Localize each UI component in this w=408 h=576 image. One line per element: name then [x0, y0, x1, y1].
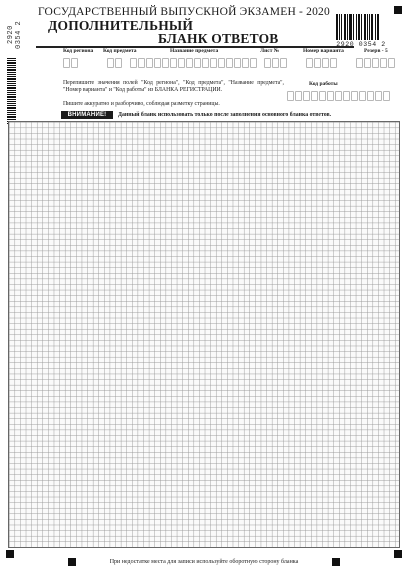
input-cell[interactable]	[351, 91, 358, 101]
corner-marker-bottom-left	[6, 550, 14, 558]
input-cell[interactable]	[303, 91, 310, 101]
input-cell[interactable]	[380, 58, 387, 68]
input-cell[interactable]	[356, 58, 363, 68]
label-subject-name: Название предмета	[170, 48, 219, 54]
input-cell[interactable]	[202, 58, 209, 68]
variant-no-field[interactable]	[306, 58, 338, 68]
region-code-field[interactable]	[63, 58, 79, 68]
subject-name-field[interactable]	[130, 58, 258, 68]
corner-marker-bottom-right	[394, 550, 402, 558]
input-cell[interactable]	[327, 91, 334, 101]
label-subject-code: Код предмета	[103, 48, 137, 54]
input-cell[interactable]	[295, 91, 302, 101]
transfer-instructions: Перепишите значения полей "Код региона", "Код предмета", "Название предмета", "Номер варианта" и "Код работы" из БЛАНКА РЕГИСТРАЦИИ.	[63, 80, 284, 94]
input-cell[interactable]	[170, 58, 177, 68]
barcode	[336, 14, 386, 40]
reserve-field[interactable]	[356, 58, 396, 68]
input-cell[interactable]	[330, 58, 337, 68]
input-cell[interactable]	[138, 58, 145, 68]
warning-text: Данный бланк использовать только после заполнения основного бланка ответов.	[118, 112, 332, 118]
neatness-instruction: Пишите аккуратно и разборчиво, соблюдая разметку страницы.	[63, 101, 220, 107]
label-sheet-no: Лист №	[260, 48, 280, 54]
label-variant-no: Номер варианта	[303, 48, 344, 54]
form-subtitle-line2: БЛАНК ОТВЕТОВ	[158, 31, 279, 46]
answer-grid[interactable]	[8, 121, 400, 548]
input-cell[interactable]	[319, 91, 326, 101]
input-cell[interactable]	[322, 58, 329, 68]
input-cell[interactable]	[335, 91, 342, 101]
input-cell[interactable]	[178, 58, 185, 68]
input-cell[interactable]	[242, 58, 249, 68]
input-cell[interactable]	[63, 58, 70, 68]
sheet-no-field[interactable]	[264, 58, 288, 68]
input-cell[interactable]	[250, 58, 257, 68]
input-cell[interactable]	[287, 91, 294, 101]
input-cell[interactable]	[218, 58, 225, 68]
input-cell[interactable]	[311, 91, 318, 101]
side-barcode	[7, 58, 16, 120]
input-cell[interactable]	[234, 58, 241, 68]
form-title: ГОСУДАРСТВЕННЫЙ ВЫПУСКНОЙ ЭКЗАМЕН - 2020	[38, 6, 330, 18]
input-cell[interactable]	[226, 58, 233, 68]
corner-marker-top-right	[394, 6, 402, 14]
input-cell[interactable]	[71, 58, 78, 68]
work-code-field[interactable]	[287, 91, 391, 101]
input-cell[interactable]	[107, 58, 114, 68]
input-cell[interactable]	[375, 91, 382, 101]
form-subtitle-line1: ДОПОЛНИТЕЛЬНЫЙ	[48, 18, 194, 33]
input-cell[interactable]	[343, 91, 350, 101]
input-cell[interactable]	[280, 58, 287, 68]
input-cell[interactable]	[388, 58, 395, 68]
side-code: 2920 0354 2	[7, 20, 23, 50]
input-cell[interactable]	[146, 58, 153, 68]
label-reserve: Резерв - 5	[364, 48, 388, 54]
warning-badge: ВНИМАНИЕ!	[61, 111, 113, 119]
input-cell[interactable]	[264, 58, 271, 68]
input-cell[interactable]	[186, 58, 193, 68]
input-cell[interactable]	[314, 58, 321, 68]
input-cell[interactable]	[154, 58, 161, 68]
input-cell[interactable]	[383, 91, 390, 101]
subject-code-field[interactable]	[107, 58, 123, 68]
label-work-code: Код работы	[309, 81, 338, 87]
input-cell[interactable]	[115, 58, 122, 68]
barcode-number: 2920 0354 2	[336, 41, 386, 48]
input-cell[interactable]	[367, 91, 374, 101]
input-cell[interactable]	[306, 58, 313, 68]
input-cell[interactable]	[359, 91, 366, 101]
input-cell[interactable]	[372, 58, 379, 68]
input-cell[interactable]	[130, 58, 137, 68]
input-cell[interactable]	[162, 58, 169, 68]
label-region-code: Код региона	[63, 48, 94, 54]
input-cell[interactable]	[210, 58, 217, 68]
input-cell[interactable]	[364, 58, 371, 68]
input-cell[interactable]	[272, 58, 279, 68]
footer-note: При недостатке места для записи используйте оборотную сторону бланка	[109, 559, 299, 565]
input-cell[interactable]	[194, 58, 201, 68]
